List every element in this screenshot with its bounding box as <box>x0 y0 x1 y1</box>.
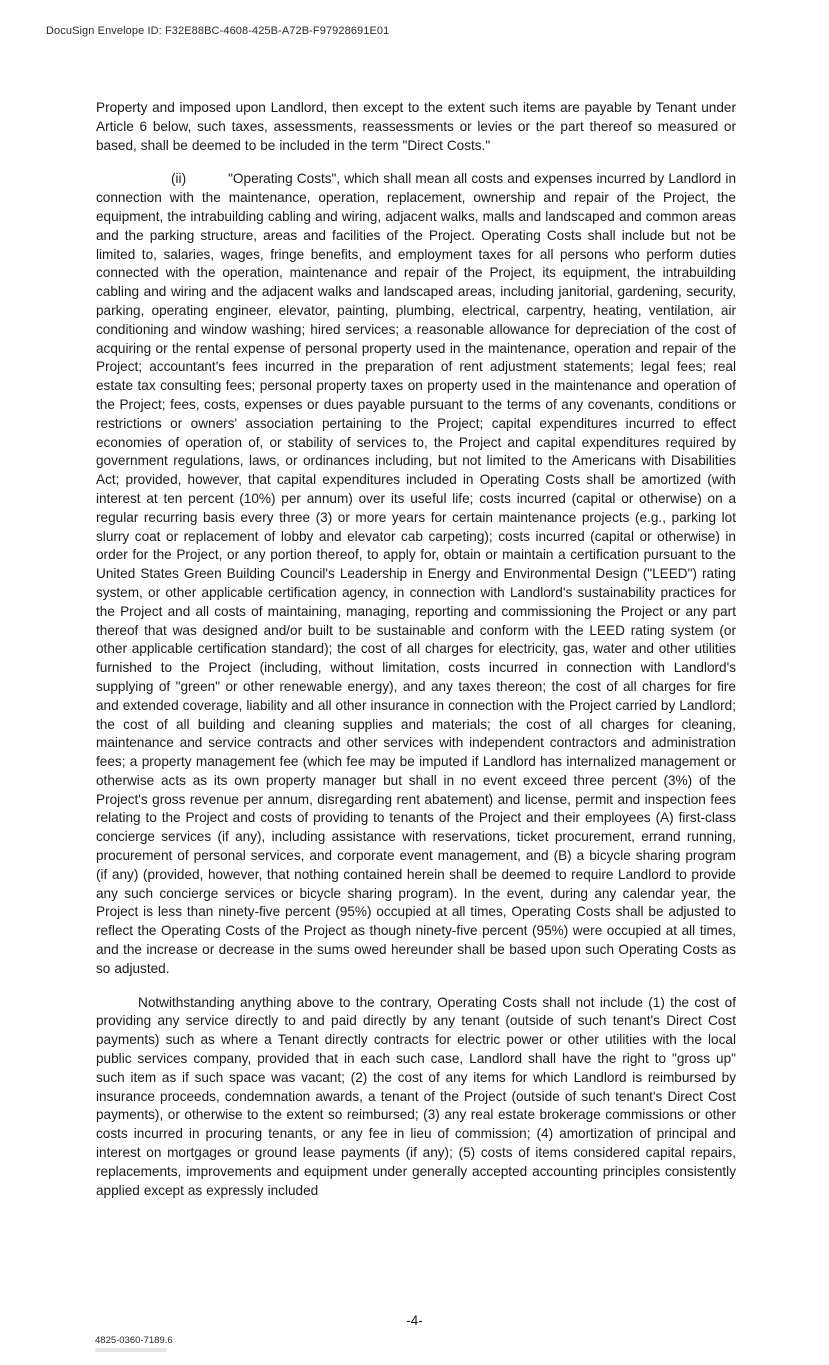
docusign-envelope-id: DocuSign Envelope ID: F32E88BC-4608-425B-A72B-F97928691E01 <box>46 25 390 37</box>
paragraph-operating-costs-text: "Operating Costs", which shall mean all costs and expenses incurred by Landlord in connection with the maintenance, operation, replacement, ownership and repair of the Project, the equipment, the intrabuilding cabling and wiring, adjacent walks, malls and landscaped and common areas and the parking structure, areas and facilities of the Project. Operating Costs shall include but not be limited to, salaries, wages, fringe benefits, and employment taxes for all persons who perform duties connected with the operation, maintenance and repair of the Project, its equipment, the intrabuilding cabling and wiring and the adjacent walks and landscaped areas, including janitorial, gardening, security, parking, operating engineer, elevator, painting, plumbing, electrical, carpentry, heating, ventilation, air conditioning and window washing; hired services; a reasonable allowance for depreciation of the cost of acquiring or the rental expense of personal property used in the maintenance, operation and repair of the Project; accountant's fees incurred in the preparation of rent adjustment statements; legal fees; real estate tax consulting fees; personal property taxes on property used in the maintenance and operation of the Project; fees, costs, expenses or dues payable pursuant to the terms of any covenants, conditions or restrictions or owners' association pertaining to the Project; capital expenditures incurred to effect economies of operation of, or stability of services to, the Project and capital expenditures required by government regulations, laws, or ordinances including, but not limited to the Americans with Disabilities Act; provided, however, that capital expenditures included in Operating Costs shall be amortized (with interest at ten percent (10%) per annum) over its useful life; costs incurred (capital or otherwise) on a regular recurring basis every three (3) or more years for certain maintenance projects (e.g., parking lot slurry coat or replacement of lobby and elevator cab carpeting); costs incurred (capital or otherwise) in order for the Project, or any portion thereof, to apply for, obtain or maintain a certification pursuant to the United States Green Building Council's Leadership in Energy and Environmental Design ("LEED") rating system, or other applicable certification agency, in connection with Landlord's sustainability practices for the Project and all costs of maintaining, managing, reporting and commissioning the Project or any part thereof that was designed and/or built to be sustainable and conform with the LEED rating system (or other applicable certification standard); the cost of all charges for electricity, gas, water and other utilities furnished to the Project (including, without limitation, costs incurred in connection with Landlord's supplying of "green" or other renewable energy), and any taxes thereon; the cost of all charges for fire and extended coverage, liability and all other insurance in connection with the Project carried by Landlord; the cost of all building and cleaning supplies and materials; the cost of all charges for cleaning, maintenance and service contracts and other services with independent contractors and administration fees; a property management fee (which fee may be imputed if Landlord has internalized management or otherwise acts as its own property manager but shall in no event exceed three percent (3%) of the Project's gross revenue per annum, disregarding rent abatement) and license, permit and inspection fees relating to the Project and costs of providing to tenants of the Project and their employees (A) first-class concierge services (if any), including assistance with reservations, ticket procurement, errand running, procurement of personal services, and corporate event management, and (B) a bicycle sharing program (if any) (provided, however, that nothing contained herein shall be deemed to require Landlord to provide any such concierge services or bicycle sharing program). In the event, during any calendar year, the Project is less than ninety-five percent (95%) occupied at all times, Operating Costs shall be adjusted to reflect the Operating Costs of the Project as though ninety-five percent (95%) were occupied at all times, and the increase or decrease in the sums owed hereunder shall be based upon such Operating Costs as so adjusted. <box>96 171 736 976</box>
document-reference-number: 4825-0360-7189.6 <box>95 1335 173 1346</box>
clause-label: (ii) <box>171 171 187 187</box>
paragraph-direct-costs: Property and imposed upon Landlord, then except to the extent such items are payable by Tenant under Article 6 below, such taxes, assessments, reassessments or levies or the part thereof so measured or based, shall be deemed to be included in the term "Direct Costs." <box>96 100 736 153</box>
paragraph-operating-costs <box>96 170 736 978</box>
scan-artifact <box>95 1348 167 1352</box>
page-number: -4- <box>406 1313 423 1328</box>
document-body <box>96 99 736 1200</box>
paragraph-exclusions: Notwithstanding anything above to the contrary, Operating Costs shall not include (1) the cost of providing any service directly to and paid directly by any tenant (outside of such tenant's Direct Cost payments) such as where a Tenant directly contracts for electric power or other utilities with the local public services company, provided that in each such case, Landlord shall have the right to "gross up" such item as if such space was vacant; (2) the cost of any items for which Landlord is reimbursed by insurance proceeds, condemnation awards, a tenant of the Project (outside of such tenant's Direct Cost payments), or otherwise to the extent so reimbursed; (3) any real estate brokerage commissions or other costs incurred in procuring tenants, or any fee in lieu of commission; (4) amortization of principal and interest on mortgages or ground lease payments (if any); (5) costs of items considered capital repairs, replacements, improvements and equipment under generally accepted accounting principles consistently applied except as expressly included <box>96 994 736 1198</box>
